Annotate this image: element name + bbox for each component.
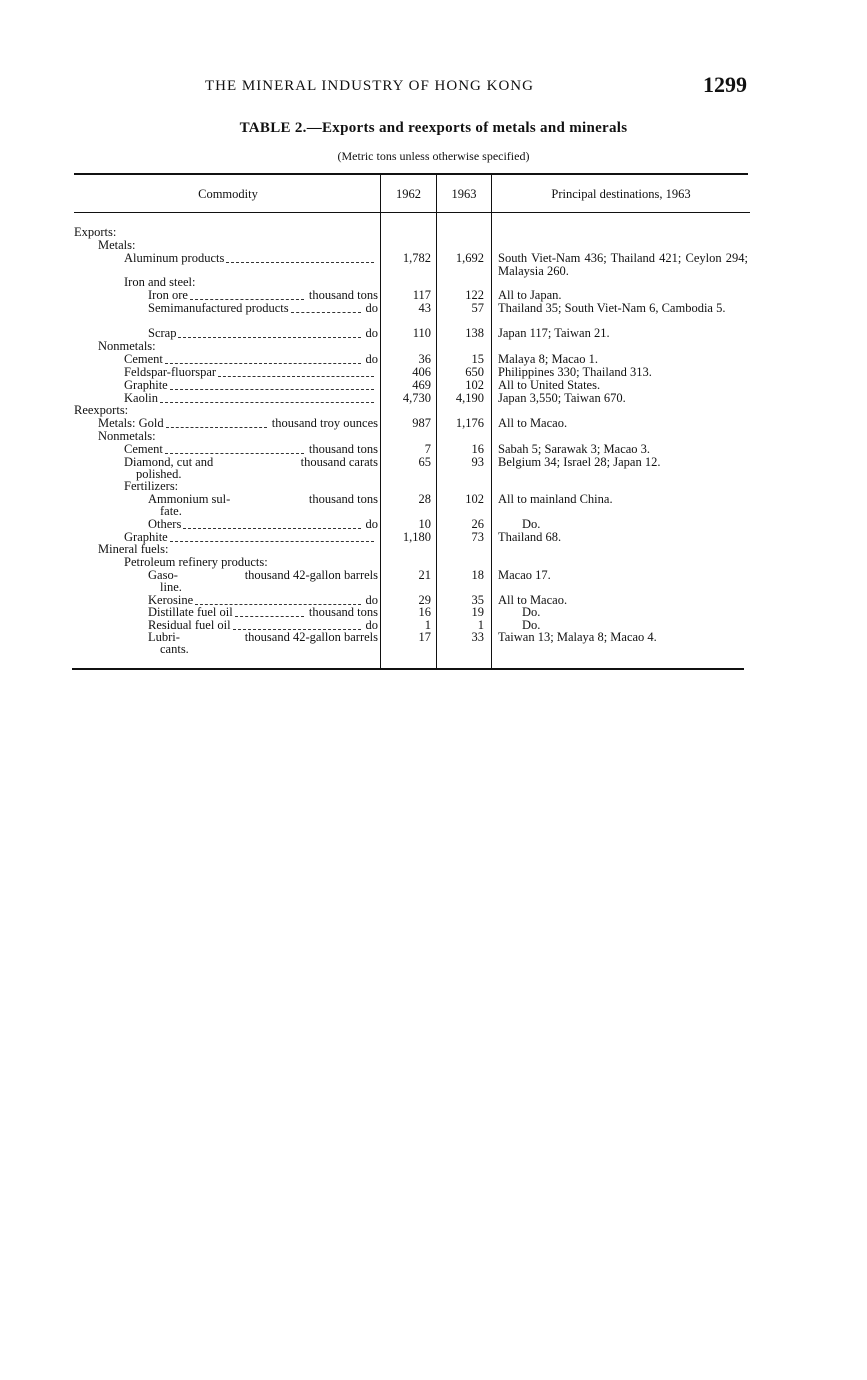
value-1963: 102 [465, 378, 484, 392]
value-1963: 4,190 [455, 391, 484, 405]
commodity-cell [74, 239, 378, 252]
commodity-cell [74, 252, 378, 265]
destinations-cell: All to Macao. [498, 593, 568, 607]
commodity-cell [74, 492, 378, 518]
commodity-cell [74, 630, 378, 656]
running-head: THE MINERAL INDUSTRY OF HONG KONG [205, 78, 534, 94]
value-1962: 406 [412, 365, 431, 379]
value-1963: 19 [471, 605, 484, 619]
destinations-cell: Philippines 330; Thailand 313. [498, 365, 652, 379]
unit-label: thousand 42-gallon barrels [244, 568, 378, 582]
value-1962: 7 [424, 442, 431, 456]
commodity-label: Semimanufactured products [148, 301, 289, 315]
value-1963: 122 [465, 288, 484, 302]
dot-leader [170, 540, 374, 542]
value-1963: 1 [477, 618, 484, 632]
commodity-label: Graphite [124, 530, 168, 544]
value-1963: 1,176 [455, 416, 484, 430]
dot-leader [291, 311, 361, 313]
table-bottom-rule [72, 668, 744, 670]
value-1963: 138 [465, 326, 484, 340]
commodity-label: Distillate fuel oil [148, 605, 233, 619]
commodity-cell [74, 340, 378, 353]
commodity-label: Scrap [148, 326, 177, 340]
commodity-label: Feldspar-fluorspar [124, 365, 217, 379]
destinations-cell: Do. [522, 618, 541, 632]
destinations-cell: Thailand 68. [498, 530, 562, 544]
column-divider [436, 175, 437, 668]
unit-label: thousand carats [300, 455, 378, 469]
column-divider [491, 175, 492, 668]
dot-leader [170, 388, 374, 390]
destinations-cell: Belgium 34; Israel 28; Japan 12. [498, 455, 661, 469]
dot-leader [178, 336, 360, 338]
value-1963: 26 [471, 517, 484, 531]
unit-label: thousand 42-gallon barrels [244, 630, 378, 644]
commodity-label: Lubri- [148, 630, 180, 644]
commodity-label: Aluminum products [124, 251, 225, 265]
commodity-label: Ammonium sul- [148, 492, 231, 506]
value-1962: 36 [418, 352, 431, 366]
commodity-label: Petroleum refinery products: [124, 555, 268, 569]
commodity-label: Metals: [98, 238, 136, 252]
dot-leader [166, 426, 267, 428]
value-1962: 21 [418, 568, 431, 582]
commodity-label-continued: polished. [136, 467, 182, 481]
unit-label: do [365, 326, 378, 340]
destinations-cell: All to mainland China. [498, 492, 613, 506]
value-1963: 35 [471, 593, 484, 607]
commodity-cell [74, 455, 378, 481]
value-1963: 1,692 [455, 251, 484, 265]
dot-leader [235, 615, 304, 617]
destinations-cell: All to United States. [498, 378, 601, 392]
column-header-1962: 1962 [396, 187, 421, 201]
value-1962: 110 [412, 326, 431, 340]
unit-label: do [365, 517, 378, 531]
table-header-rule [74, 212, 750, 213]
value-1962: 117 [412, 288, 431, 302]
dot-leader [165, 362, 361, 364]
destinations-cell: All to Macao. [498, 416, 568, 430]
destinations-cell: South Viet-Nam 436; Thailand 421; Ceylon 294; Malaysia 260. [498, 251, 748, 278]
table-subtitle: (Metric tons unless otherwise specified) [337, 149, 530, 163]
destinations-cell: Do. [522, 605, 541, 619]
destinations-cell: Macao 17. [498, 568, 551, 582]
unit-label: thousand tons [308, 605, 378, 619]
commodity-label: Cement [124, 352, 163, 366]
destinations-cell: Taiwan 13; Malaya 8; Macao 4. [498, 630, 657, 644]
value-1962: 65 [418, 455, 431, 469]
dot-leader [165, 452, 304, 454]
commodity-label: Kaolin [124, 391, 159, 405]
commodity-label-continued: fate. [160, 504, 182, 518]
commodity-label: Reexports: [74, 403, 129, 417]
dot-leader [218, 375, 374, 377]
unit-label: thousand tons [308, 492, 378, 506]
value-1962: 987 [412, 416, 431, 430]
commodity-label: Gaso- [148, 568, 178, 582]
value-1963: 57 [471, 301, 484, 315]
value-1963: 650 [465, 365, 484, 379]
unit-label: thousand tons [308, 442, 378, 456]
value-1963: 93 [471, 455, 484, 469]
unit-label: thousand troy ounces [271, 416, 378, 430]
destinations-cell: Sabah 5; Sarawak 3; Macao 3. [498, 442, 651, 456]
commodity-label: Iron ore [148, 288, 188, 302]
value-1963: 33 [471, 630, 484, 644]
destinations-cell: All to Japan. [498, 288, 562, 302]
commodity-cell [74, 353, 378, 366]
commodity-label: Cement [124, 442, 163, 456]
value-1962: 10 [418, 517, 431, 531]
unit-label: do [365, 301, 378, 315]
destinations-cell: Thailand 35; South Viet-Nam 6, Cambodia 5. [498, 301, 726, 315]
column-header-1963: 1963 [451, 187, 477, 201]
value-1962: 16 [418, 605, 431, 619]
dot-leader [160, 401, 374, 403]
column-divider [380, 175, 381, 668]
value-1962: 4,730 [402, 391, 431, 405]
commodity-label: Graphite [124, 378, 168, 392]
table-top-rule [74, 173, 748, 175]
value-1963: 73 [471, 530, 484, 544]
unit-label: do [365, 352, 378, 366]
page-header [205, 72, 755, 100]
commodity-cell [74, 379, 378, 392]
commodity-label: Nonmetals: [98, 429, 156, 443]
destinations-cell: Malaya 8; Macao 1. [498, 352, 598, 366]
value-1963: 102 [465, 492, 484, 506]
dot-leader [190, 298, 304, 300]
value-1963: 16 [471, 442, 484, 456]
value-1962: 1 [424, 618, 431, 632]
unit-label: thousand tons [308, 288, 378, 302]
commodity-label: Fertilizers: [124, 479, 179, 493]
value-1963: 18 [471, 568, 484, 582]
commodity-cell [74, 568, 378, 594]
commodity-label: Residual fuel oil [148, 618, 231, 632]
value-1962: 1,180 [402, 530, 431, 544]
destinations-cell: Japan 3,550; Taiwan 670. [498, 391, 626, 405]
commodity-label: Iron and steel: [124, 275, 196, 289]
value-1962: 469 [412, 378, 431, 392]
destinations-cell: Japan 117; Taiwan 21. [498, 326, 610, 340]
commodity-label: Diamond, cut and [124, 455, 214, 469]
destinations-cell: Do. [522, 517, 541, 531]
column-header-commodity: Commodity [198, 187, 258, 201]
value-1962: 29 [418, 593, 431, 607]
commodity-label: Kerosine [148, 593, 194, 607]
value-1963: 15 [471, 352, 484, 366]
commodity-label: Mineral fuels: [98, 542, 169, 556]
commodity-label: Others [148, 517, 182, 531]
commodity-cell [74, 366, 378, 379]
dot-leader [226, 261, 374, 263]
commodity-label: Exports: [74, 225, 117, 239]
commodity-label: Nonmetals: [98, 339, 156, 353]
commodity-label-continued: cants. [160, 642, 189, 656]
page-number: 1299 [703, 72, 747, 97]
value-1962: 17 [418, 630, 431, 644]
value-1962: 28 [418, 492, 431, 506]
dot-leader [183, 527, 360, 529]
commodity-cell [74, 302, 378, 315]
column-header-destinations: Principal destinations, 1963 [551, 187, 691, 201]
commodity-label-continued: line. [160, 580, 182, 594]
unit-label: do [365, 593, 378, 607]
value-1962: 1,782 [402, 251, 431, 265]
commodity-label: Metals: Gold [98, 416, 164, 430]
commodity-cell [74, 518, 378, 531]
unit-label: do [365, 618, 378, 632]
table-title: TABLE 2.—Exports and reexports of metals and minerals [239, 120, 628, 136]
value-1962: 43 [418, 301, 431, 315]
